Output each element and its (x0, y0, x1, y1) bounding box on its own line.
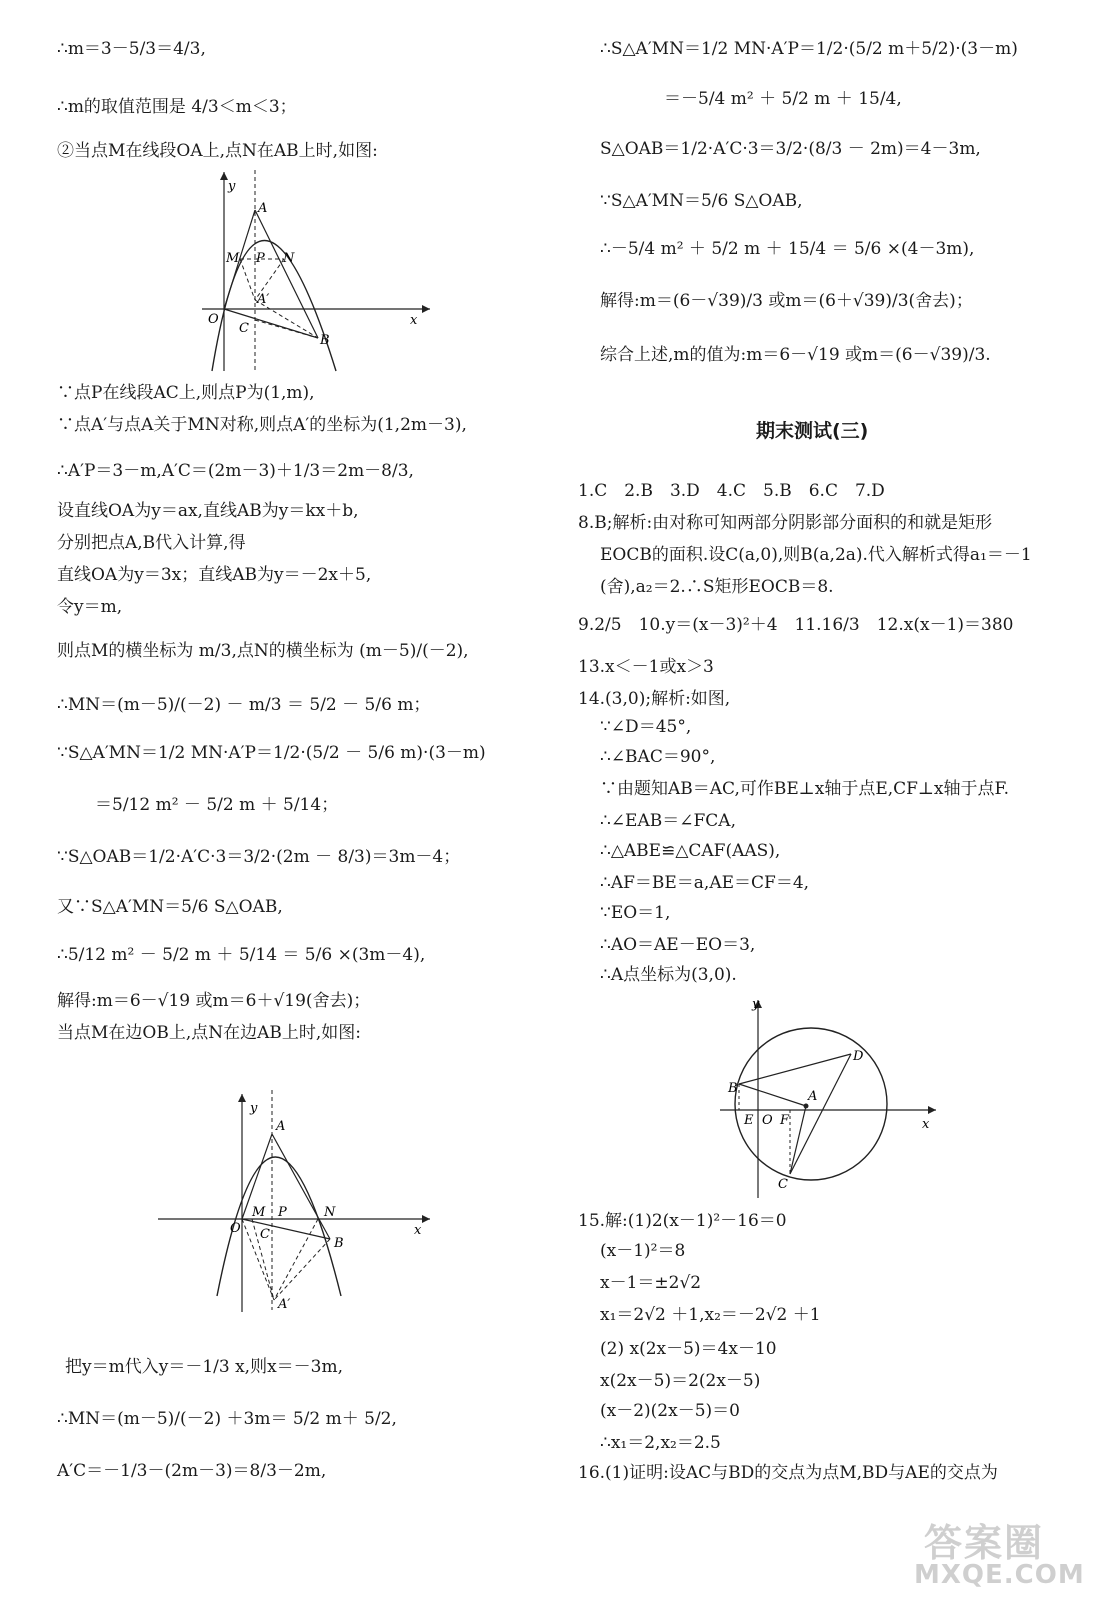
fig-label: O (230, 1221, 241, 1236)
text-line: ∵点P在线段AC上,则点P为(1,m), (57, 383, 315, 403)
fig-label: B (728, 1081, 738, 1096)
answer-line: x－1＝±2√2 (600, 1273, 702, 1293)
text-line: ∴MN＝(m－5)/(－2) － m/3 ＝ 5/2 － 5/6 m； (57, 695, 431, 715)
fig-label: N (324, 1205, 336, 1220)
text-line: ∴5/12 m² － 5/2 m ＋ 5/14 ＝ 5/6 ×(3m－4), (57, 945, 426, 965)
site-watermark (914, 1508, 1104, 1594)
figure-2-parabola-diagram (154, 1088, 438, 1314)
fig-label: A′ (257, 292, 270, 307)
watermark-url: MXQE.COM (914, 1560, 1085, 1590)
fig-label: F (780, 1113, 790, 1128)
fig-label: C (260, 1227, 270, 1242)
answer-line: EOCB的面积.设C(a,0),则B(a,2a).代入解析式得a₁＝－1 (600, 545, 1032, 565)
fig-label: P (278, 1205, 287, 1220)
text-line: 解得:m＝(6－√39)/3 或m＝(6＋√39)/3(舍去)； (600, 291, 973, 311)
text-line: ∵S△A′MN＝5/6 S△OAB, (600, 191, 803, 211)
text-line: A′C＝－1/3－(2m－3)＝8/3－2m, (57, 1461, 327, 1481)
figure-1-parabola-diagram (196, 166, 436, 374)
fig-label: C (778, 1177, 788, 1192)
answer-line: ∵∠D＝45°, (600, 717, 692, 737)
text-line: ∴－5/4 m² ＋ 5/2 m ＋ 15/4 ＝ 5/6 ×(4－3m), (600, 239, 975, 259)
text-line: 设直线OA为y＝ax,直线AB为y＝kx＋b, (57, 501, 359, 521)
text-line: ∵S△A′MN＝1/2 MN·A′P＝1/2·(5/2 － 5/6 m)·(3－m) (57, 743, 486, 763)
answer-line: ∴A点坐标为(3,0). (600, 965, 737, 985)
text-line: ∴m的取值范围是 4/3＜m＜3； (57, 97, 297, 117)
fig-label: A (258, 201, 268, 216)
text-line: ∴S△A′MN＝1/2 MN·A′P＝1/2·(5/2 m＋5/2)·(3－m) (600, 39, 1018, 59)
fig-label: B (320, 333, 330, 348)
answer-line: 1.C 2.B 3.D 4.C 5.B 6.C 7.D (578, 481, 885, 501)
answer-line: ∵由题知AB＝AC,可作BE⊥x轴于点E,CF⊥x轴于点F. (600, 779, 1010, 799)
fig-label: x (922, 1117, 930, 1132)
fig-label: A (276, 1119, 286, 1134)
text-line: 分别把点A,B代入计算,得 (57, 533, 246, 553)
answer-line: x₁＝2√2 ＋1,x₂＝－2√2 ＋1 (600, 1305, 821, 1325)
text-line: ②当点M在线段OA上,点N在AB上时,如图: (57, 141, 378, 161)
fig-label: x (410, 313, 418, 328)
fig-label: M (252, 1205, 266, 1220)
fig-label: D (853, 1049, 864, 1064)
answer-line: 8.B;解析:由对称可知两部分阴影部分面积的和就是矩形 (578, 513, 993, 533)
answer-line: (x－2)(2x－5)＝0 (600, 1401, 740, 1421)
answer-line: ∴∠BAC＝90°, (600, 747, 716, 767)
fig-label: A′ (278, 1297, 291, 1312)
answer-line: ∴AO＝AE－EO＝3, (600, 935, 756, 955)
answer-line: 16.(1)证明:设AC与BD的交点为点M,BD与AE的交点为 (578, 1463, 998, 1483)
text-line: 当点M在边OB上,点N在边AB上时,如图: (57, 1023, 362, 1043)
fig-label: y (250, 1101, 258, 1116)
text-line: ∴m＝3－5/3＝4/3, (57, 39, 206, 59)
section-title: 期末测试(三) (756, 420, 869, 442)
text-line: 综合上述,m的值为:m＝6－√19 或m＝(6－√39)/3. (600, 345, 991, 365)
fig-label: E (744, 1113, 754, 1128)
text-line: ＝5/12 m² － 5/2 m ＋ 5/14； (95, 795, 339, 815)
text-line: 则点M的横坐标为 m/3,点N的横坐标为 (m－5)/(－2), (57, 641, 469, 661)
text-line: ＝－5/4 m² ＋ 5/2 m ＋ 15/4, (664, 89, 902, 109)
fig-label: N (283, 251, 295, 266)
answer-line: 15.解:(1)2(x－1)²－16＝0 (578, 1211, 787, 1231)
text-line: 直线OA为y＝3x；直线AB为y＝－2x＋5, (57, 565, 372, 585)
text-line: ∴A′P＝3－m,A′C＝(2m－3)＋1/3＝2m－8/3, (57, 461, 414, 481)
fig-label: A (808, 1089, 818, 1104)
text-line: 解得:m＝6－√19 或m＝6＋√19(舍去)； (57, 991, 371, 1011)
answer-line: 9.2/5 10.y＝(x－3)²＋4 11.16/3 12.x(x－1)＝380 (578, 615, 1014, 635)
answer-line: ∴AF＝BE＝a,AE＝CF＝4, (600, 873, 810, 893)
fig-label: O (208, 312, 219, 327)
fig-label: P (256, 251, 265, 266)
text-line: S△OAB＝1/2·A′C·3＝3/2·(8/3 － 2m)＝4－3m, (600, 139, 981, 159)
answer-line: 13.x＜－1或x＞3 (578, 657, 714, 677)
fig-label: y (228, 179, 236, 194)
answer-line: ∵EO＝1, (600, 903, 671, 923)
answer-line: 14.(3,0);解析:如图, (578, 689, 731, 709)
fig-label: y (752, 997, 760, 1012)
text-line: 又∵S△A′MN＝5/6 S△OAB, (57, 897, 283, 917)
fig-label: x (414, 1223, 422, 1238)
answer-line: ∴△ABE≌△CAF(AAS), (600, 841, 781, 861)
fig-label: C (239, 321, 249, 336)
figure-3-circle-diagram (716, 994, 946, 1202)
text-line: ∵点A′与点A关于MN对称,则点A′的坐标为(1,2m－3), (57, 415, 467, 435)
answer-line: x(2x－5)＝2(2x－5) (600, 1371, 761, 1391)
fig-label: O (762, 1113, 773, 1128)
watermark-logo-text: 答案圈 (924, 1521, 1045, 1565)
answer-line: ∴∠EAB＝∠FCA, (600, 811, 736, 831)
answer-line: (x－1)²＝8 (600, 1241, 686, 1261)
answer-line: (舍),a₂＝2.∴S矩形EOCB＝8. (600, 577, 834, 597)
fig-label: M (226, 251, 240, 266)
text-line: ∴MN＝(m－5)/(－2) ＋3m＝ 5/2 m＋ 5/2, (57, 1409, 397, 1429)
text-line: 令y＝m, (57, 597, 123, 617)
text-line: 把y＝m代入y＝－1/3 x,则x＝－3m, (65, 1357, 344, 1377)
answer-line: ∴x₁＝2,x₂＝2.5 (600, 1433, 721, 1453)
fig-label: B (334, 1236, 344, 1251)
answer-line: (2) x(2x－5)＝4x－10 (600, 1339, 777, 1359)
text-line: ∵S△OAB＝1/2·A′C·3＝3/2·(2m － 8/3)＝3m－4； (57, 847, 461, 867)
